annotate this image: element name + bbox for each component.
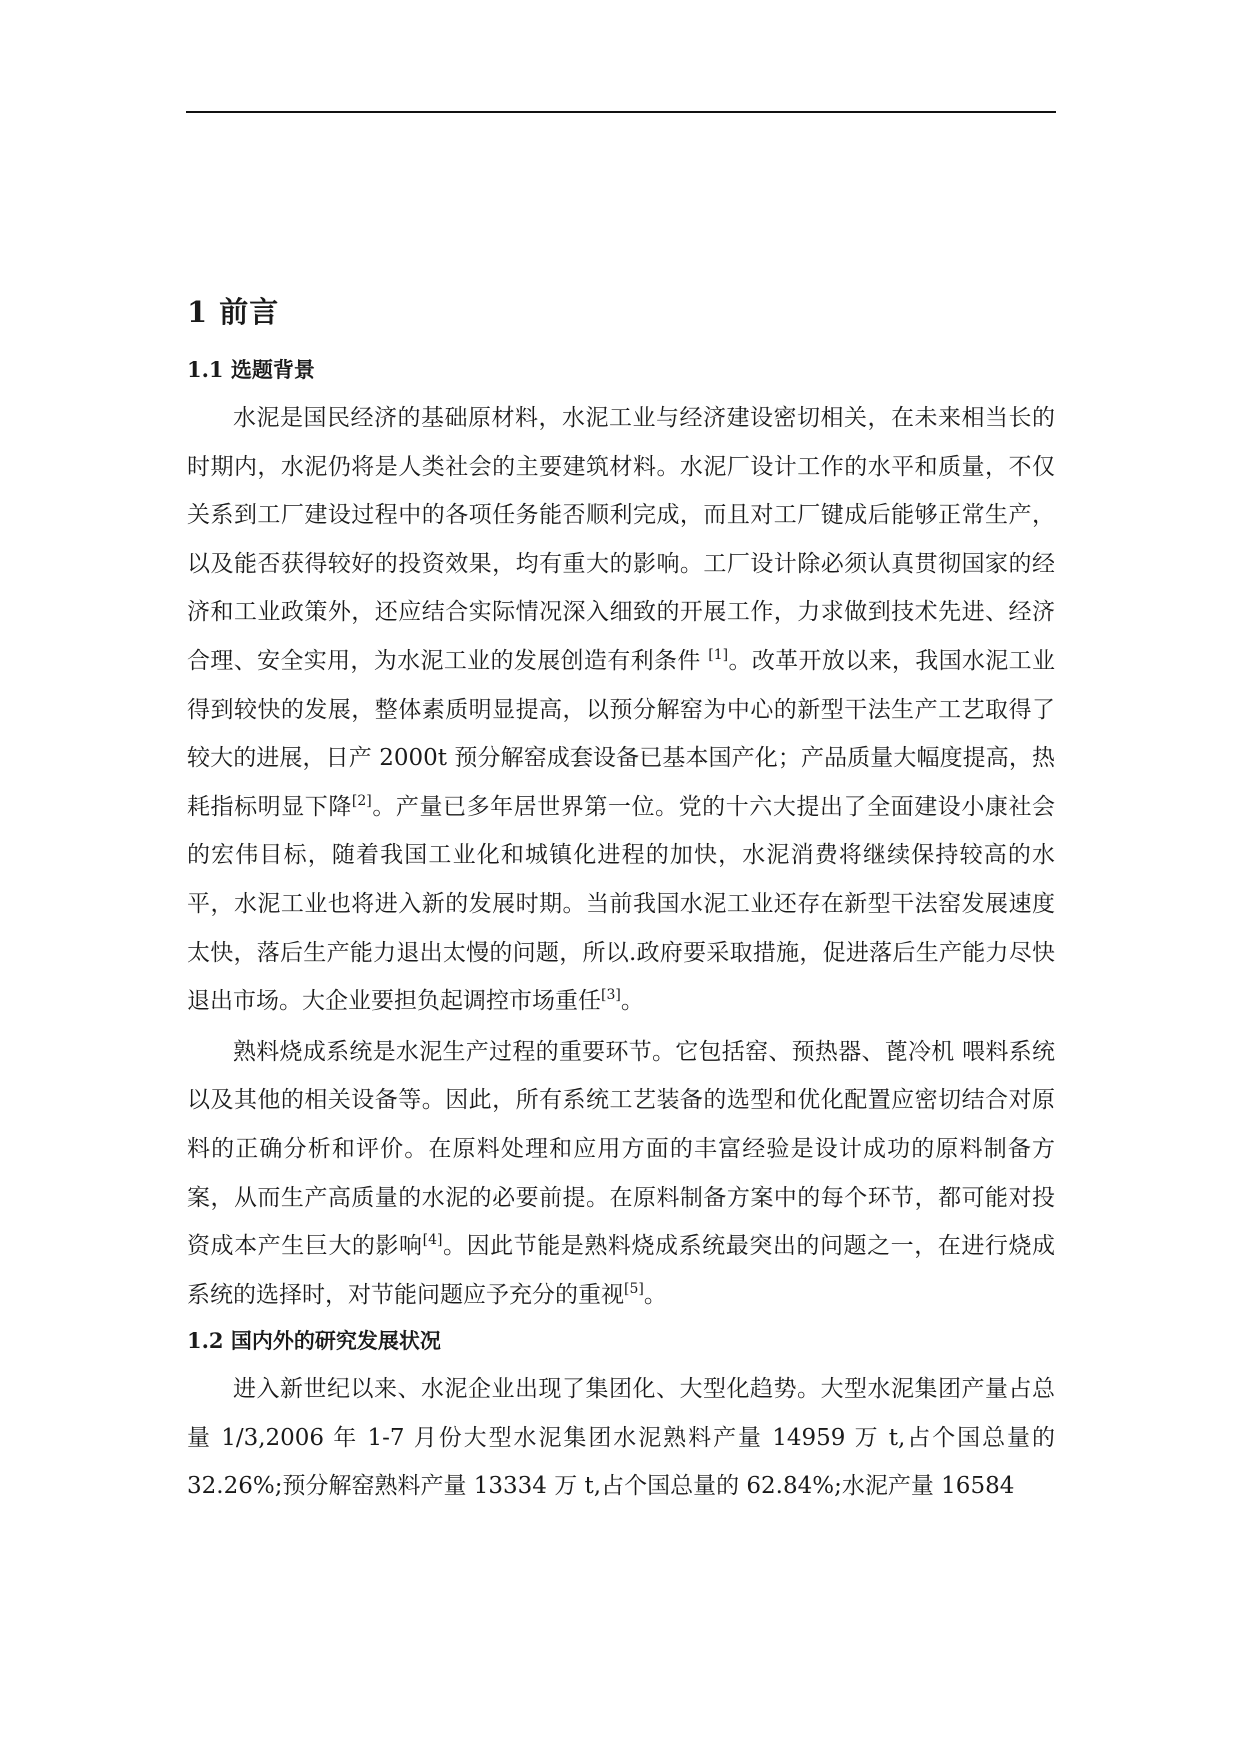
section-title-1-2: 1.2 国内外的研究发展状况	[187, 1328, 441, 1354]
citation-1: [1]	[708, 646, 729, 663]
text-run: 。产量已多年居世界第一位。党的十六大提出了全面建设小康社会的宏伟目标，随着我国工业化和城镇化进程的加快，水泥消费将继续保持较高的水平，水泥工业也将进入新的发展时期。当前我国水泥工业还存在新型干法窑发展速度太快，落后生产能力退出太慢的问题，所以.政府要采取措施，促进落后生产能力尽快退出市场。大企业要担负起调控市场重任	[187, 793, 1056, 1015]
text-run: 。	[643, 1281, 667, 1308]
paragraph-research-status: 进入新世纪以来、水泥企业出现了集团化、大型化趋势。大型水泥集团产量占总量 1/3,2006 年 1-7 月份大型水泥集团水泥熟料产量 14959 万 t,占个国总量的 32.26%;预分解窑熟料产量 13334 万 t,占个国总量的 62.84%;水泥产量 16584	[187, 1376, 1055, 1500]
section-title-1-1: 1.1 选题背景	[187, 357, 315, 382]
header-rule	[186, 111, 1056, 113]
citation-3: [3]	[601, 987, 621, 1004]
paragraph-background-2	[187, 1028, 1055, 1320]
text-run: 水泥是国民经济的基础原材料，水泥工业与经济建设密切相关，在未来相当长的时期内，水泥仍将是人类社会的主要建筑材料。水泥厂设计工作的水平和质量，不仅关系到工厂建设过程中的各项任务能否顺利完成，而且对工厂键成后能够正常生产，以及能否获得较好的投资效果，均有重大的影响。工厂设计除必须认真贯彻国家的经济和工业政策外，还应结合实际情况深入细致的开展工作，力求做到技术先进、经济合理、安全实用，为水泥工业的发展创造有利条件	[187, 405, 1055, 674]
text-run: 。因此节能是熟料烧成系统最突出的问题之一，在进行烧成系统的选择时，对节能问题应予充分的重视	[187, 1233, 1056, 1308]
text-run: 。	[620, 988, 644, 1015]
paragraph-background-1	[187, 394, 1055, 1026]
text-run: 熟料烧成系统是水泥生产过程的重要环节。它包括窑、预热器、蓖冷机 喂料系统以及其他的相关设备等。因此，所有系统工艺装备的选型和优化配置应密切结合对原料的正确分析和评价。在原料处理和应用方面的丰富经验是设计成功的原料制备方案，从而生产高质量的水泥的必要前提。在原料制备方案中的每个环节，都可能对投资成本产生巨大的影响	[187, 1038, 1055, 1260]
citation-5: [5]	[624, 1280, 644, 1297]
chapter-title: 1 前言	[187, 295, 280, 329]
document-body	[187, 288, 1055, 1511]
citation-4: [4]	[422, 1232, 443, 1249]
text-run: 。改革开放以来，我国水泥工业得到较快的发展，整体素质明显提高，以预分解窑为中心的新型干法生产工艺取得了较大的进展，日产 2000t 预分解窑成套设备已基本国产化；产品质量大幅度提高，热耗指标明显下降	[187, 647, 1056, 820]
citation-2: [2]	[351, 792, 372, 809]
